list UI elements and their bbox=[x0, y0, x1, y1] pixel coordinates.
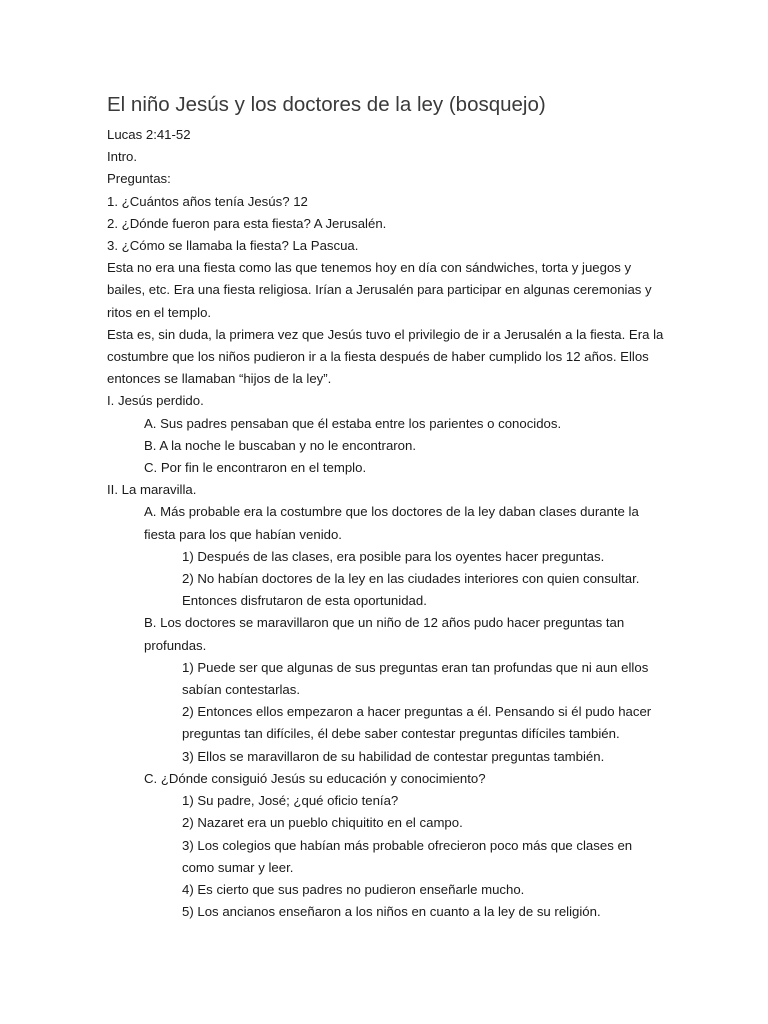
document-title: El niño Jesús y los doctores de la ley (bosquejo) bbox=[107, 93, 546, 116]
outline-subitem: 2) Entonces ellos empezaron a hacer preguntas a él. Pensando si él pudo hacer preguntas tan difíciles, él debe saber contestar preguntas difíciles también. bbox=[182, 704, 652, 742]
section-heading: II. La maravilla. bbox=[107, 482, 197, 498]
question-item: 3. ¿Cómo se llamaba la fiesta? La Pascua. bbox=[107, 238, 359, 254]
outline-item: B. A la noche le buscaban y no le encontraron. bbox=[144, 437, 416, 453]
paragraph: Esta no era una fiesta como las que tenemos hoy en día con sándwiches, torta y juegos y bailes, etc. Era una fiesta religiosa. Irían a Jerusalén para participar en algunas ceremonias y ritos en el templo. bbox=[107, 260, 652, 320]
outline-item: B. Los doctores se maravillaron que un niño de 12 años pudo hacer preguntas tan profundas. bbox=[144, 615, 625, 653]
outline-subitem: 3) Ellos se maravillaron de su habilidad de contestar preguntas también. bbox=[182, 748, 605, 764]
outline-subitem: 3) Los colegios que habían más probable ofrecieron poco más que clases en como sumar y leer. bbox=[182, 837, 633, 875]
intro-label: Intro. bbox=[107, 149, 138, 165]
outline-subitem: 5) Los ancianos enseñaron a los niños en cuanto a la ley de su religión. bbox=[182, 904, 601, 920]
outline-subitem: 1) Su padre, José; ¿qué oficio tenía? bbox=[182, 793, 399, 809]
section-heading: I. Jesús perdido. bbox=[107, 393, 204, 409]
scripture-reference: Lucas 2:41-52 bbox=[107, 127, 191, 142]
outline-subitem: 2) No habían doctores de la ley en las ciudades interiores con quien consultar. Entonces disfrutaron de esta oportunidad. bbox=[182, 571, 640, 609]
paragraph: Esta es, sin duda, la primera vez que Jesús tuvo el privilegio de ir a Jerusalén a la fiesta. Era la costumbre que los niños pudieron ir a la fiesta después de haber cumplido los 12 años. Ellos entonces se llamaban “hijos de la ley”. bbox=[107, 326, 664, 387]
outline-item: C. Por fin le encontraron en el templo. bbox=[144, 460, 367, 476]
question-item: 2. ¿Dónde fueron para esta fiesta? A Jerusalén. bbox=[107, 215, 387, 231]
outline-item: C. ¿Dónde consiguió Jesús su educación y conocimiento? bbox=[144, 770, 486, 786]
questions-label: Preguntas: bbox=[107, 171, 171, 187]
outline-subitem: 2) Nazaret era un pueblo chiquitito en el campo. bbox=[182, 815, 463, 831]
outline-subitem: 1) Después de las clases, era posible para los oyentes hacer preguntas. bbox=[182, 548, 605, 564]
document-body bbox=[107, 124, 667, 923]
outline-subitem: 1) Puede ser que algunas de sus preguntas eran tan profundas que ni aun ellos sabían contestarlas. bbox=[182, 659, 649, 698]
outline-item: A. Más probable era la costumbre que los doctores de la ley daban clases durante la fiesta para los que habían venido. bbox=[144, 504, 639, 542]
outline-item: A. Sus padres pensaban que él estaba entre los parientes o conocidos. bbox=[144, 415, 562, 431]
question-item: 1. ¿Cuántos años tenía Jesús? 12 bbox=[107, 193, 308, 209]
outline-subitem: 4) Es cierto que sus padres no pudieron enseñarle mucho. bbox=[182, 881, 525, 897]
